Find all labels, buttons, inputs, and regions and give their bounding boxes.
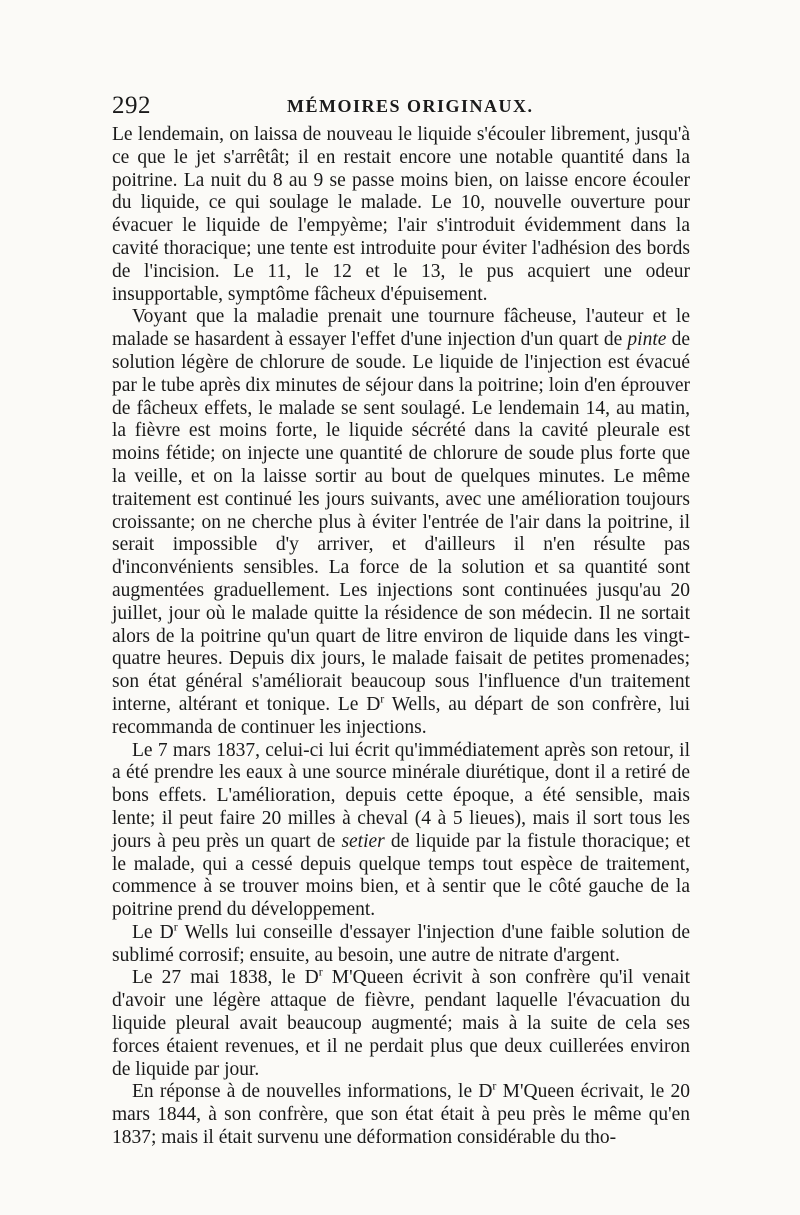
paragraph-3-text-b: de liquide par la fistule thoracique; et le malade, qui a cessé depuis quelque temps tout espèce de traitement, commence à se trouver moins bien, et à sentir que le côté gauche de la poitrine prend du développement. [112, 830, 690, 921]
page-header [112, 92, 690, 122]
paragraph-1 [112, 124, 690, 306]
paragraph-5 [112, 964, 690, 1081]
paragraph-2-italic: pinte [627, 329, 667, 351]
paragraph-6-superscript: r [492, 1078, 497, 1093]
paragraph-2-text-a: Voyant que la maladie prenait une tournure fâcheuse, l'auteur et le malade se hasardent à essayer l'effet d'une injection d'un quart de [112, 306, 690, 351]
paragraph-5-text-b: M'Queen écrivit à son confrère qu'il venait d'avoir une légère attaque de fièvre, pendant laquelle l'évacuation du liquide pleural avait beaucoup augmenté; mais à la suite de cela ses forces étaient revenues, et il ne perdait plus que deux cuillerées environ de liquide par jour. [112, 967, 690, 1080]
page-number: 292 [112, 92, 151, 119]
paragraph-2-text-c: Wells, au départ de son confrère, lui recommanda de continuer les injections. [112, 693, 690, 738]
paragraph-5-superscript: r [318, 964, 323, 979]
paragraph-4-superscript: r [173, 919, 178, 934]
paragraph-6-text-a: En réponse à de nouvelles informations, le D [132, 1081, 493, 1103]
paragraph-2-superscript: r [380, 691, 385, 706]
paragraph-4-text-a: Le D [132, 921, 174, 943]
paragraph-2-text-b: de solution légère de chlorure de soude. Le liquide de l'injection est évacué par le tube après dix minutes de séjour dans la poitrine; loin d'en éprouver de fâcheux effets, le malade se sent soulagé. Le lendemain 14, au matin, la fièvre est moins forte, le liquide sécrété dans la cavité pleurale est moins fétide; on injecte une quantité de chlorure de soude plus forte que la veille, et on la laisse sortir au bout de quelques minutes. Le même traitement est continué les jours suivants, avec une amélioration toujours croissante; on ne cherche plus à éviter l'entrée de l'air dans la poitrine, il serait impossible d'y arriver, et d'ailleurs il n'en résulte pas d'inconvénients sensibles. La force de la solution et sa quantité sont augmentées graduellement. Les injections sont continuées jusqu'au 20 juillet, jour où le malade quitte la résidence de son médecin. Il ne sortait alors de la poitrine qu'un quart de litre environ de liquide dans les vingt-quatre heures. Depuis dix jours, le malade faisait de petites promenades; son état général s'améliorait beaucoup sous l'influence d'un traitement interne, altérant et tonique. Le D [112, 329, 691, 715]
paragraph-3 [112, 740, 690, 922]
paragraph-3-italic: setier [341, 830, 385, 852]
running-title: MÉMOIRES ORIGINAUX. [287, 96, 534, 116]
paragraph-4-text-b: Wells lui conseille d'essayer l'injection d'une faible solution de sublimé corrosif; ensuite, au besoin, une autre de nitrate d'argent. [112, 921, 690, 966]
body-text [112, 124, 690, 1150]
paragraph-3-text-a: Le 7 mars 1837, celui-ci lui écrit qu'immédiatement après son retour, il a été prendre les eaux à une source minérale diurétique, dont il a retiré de bons effets. L'amélioration, depuis cette époque, a été sensible, mais lente; il peut faire 20 milles à cheval (4 à 5 lieues), mais il sort tous les jours à peu près un quart de [112, 739, 690, 852]
paragraph-5-text-a: Le 27 mai 1838, le D [132, 967, 319, 989]
paragraph-6-text-b: M'Queen écrivait, le 20 mars 1844, à son confrère, que son état était à peu près le même qu'en 1837; mais il était survenu une déformation considérable du tho- [112, 1081, 691, 1149]
paragraph-6 [112, 1078, 691, 1149]
paragraph-2 [112, 306, 690, 739]
paragraph-4 [112, 919, 690, 968]
paragraph-1-text: Le lendemain, on laissa de nouveau le liquide s'écouler librement, jusqu'à ce que le jet s'arrêtât; il en restait encore une notable quantité dans la poitrine. La nuit du 8 au 9 se passe moins bien, on laisse encore écouler du liquide, ce qui soulage le malade. Le 10, nouvelle ouverture pour évacuer le liquide de l'empyème; l'air s'introduit évidemment dans la cavité thoracique; une tente est introduite pour éviter l'adhésion des bords de l'incision. Le 11, le 12 et le 13, le pus acquiert une odeur insupportable, symptôme fâcheux d'épuisement. [112, 124, 690, 305]
